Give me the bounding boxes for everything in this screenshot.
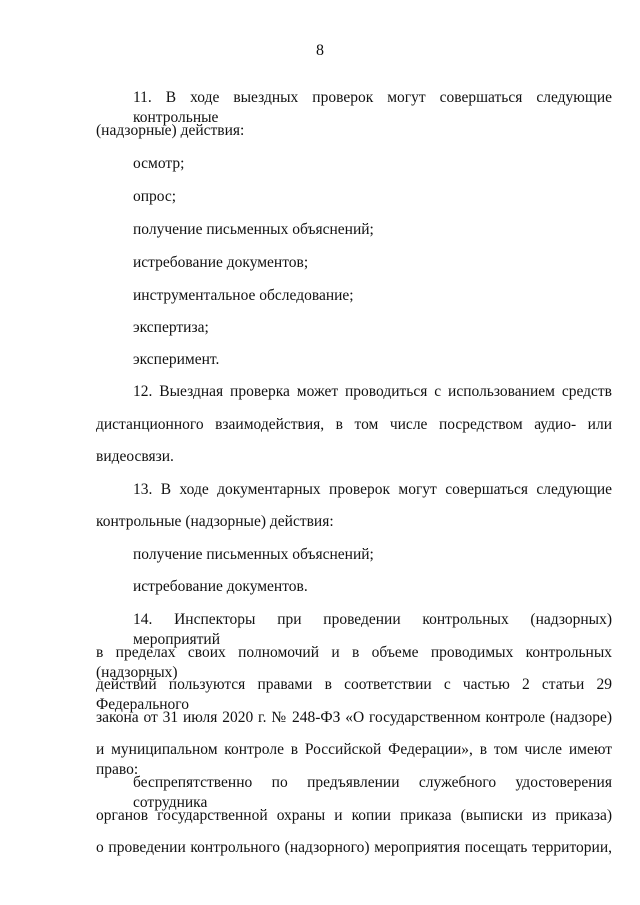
text-line: эксперимент. [133,351,220,368]
text-line: истребование документов. [133,578,308,595]
text-line: получение письменных объяснений; [133,546,374,563]
text-line: получение письменных объяснений; [133,221,374,238]
text-line: 13. В ходе документарных проверок могут совершаться следующие [133,481,612,498]
text-line: инструментальное обследование; [133,287,354,304]
text-line: закона от 31 июля 2020 г. № 248-ФЗ «О государственном контроле (надзоре) [96,709,612,726]
text-line: в пределах своих полномочий и в объеме проводимых контрольных (надзорных) [96,644,612,681]
text-line: (надзорные) действия: [96,122,245,139]
page-number: 8 [316,42,324,59]
text-line: 11. В ходе выездных проверок могут совершаться следующие контрольные [133,89,612,126]
text-line: дистанционного взаимодействия, в том числе посредством аудио- или [96,416,612,433]
text-line: 12. Выездная проверка может проводиться с использованием средств [133,383,612,400]
text-line: истребование документов; [133,254,309,271]
text-line: контрольные (надзорные) действия: [96,513,334,530]
text-line: экспертиза; [133,319,209,336]
text-line: беспрепятственно по предъявлении служебного удостоверения сотрудника [133,774,612,811]
text-line: и муниципальном контроле в Российской Федерации», в том числе имеют право: [96,741,612,778]
text-line: видеосвязи. [96,448,174,465]
text-line: 14. Инспекторы при проведении контрольных (надзорных) мероприятий [133,611,612,648]
text-line: осмотр; [133,155,185,172]
text-line: о проведении контрольного (надзорного) мероприятия посещать территории, [96,839,612,856]
text-line: опрос; [133,188,177,205]
text-line: действий пользуются правами в соответствии с частью 2 статьи 29 Федерального [96,676,612,713]
text-line: органов государственной охраны и копии приказа (выписки из приказа) [96,807,612,824]
